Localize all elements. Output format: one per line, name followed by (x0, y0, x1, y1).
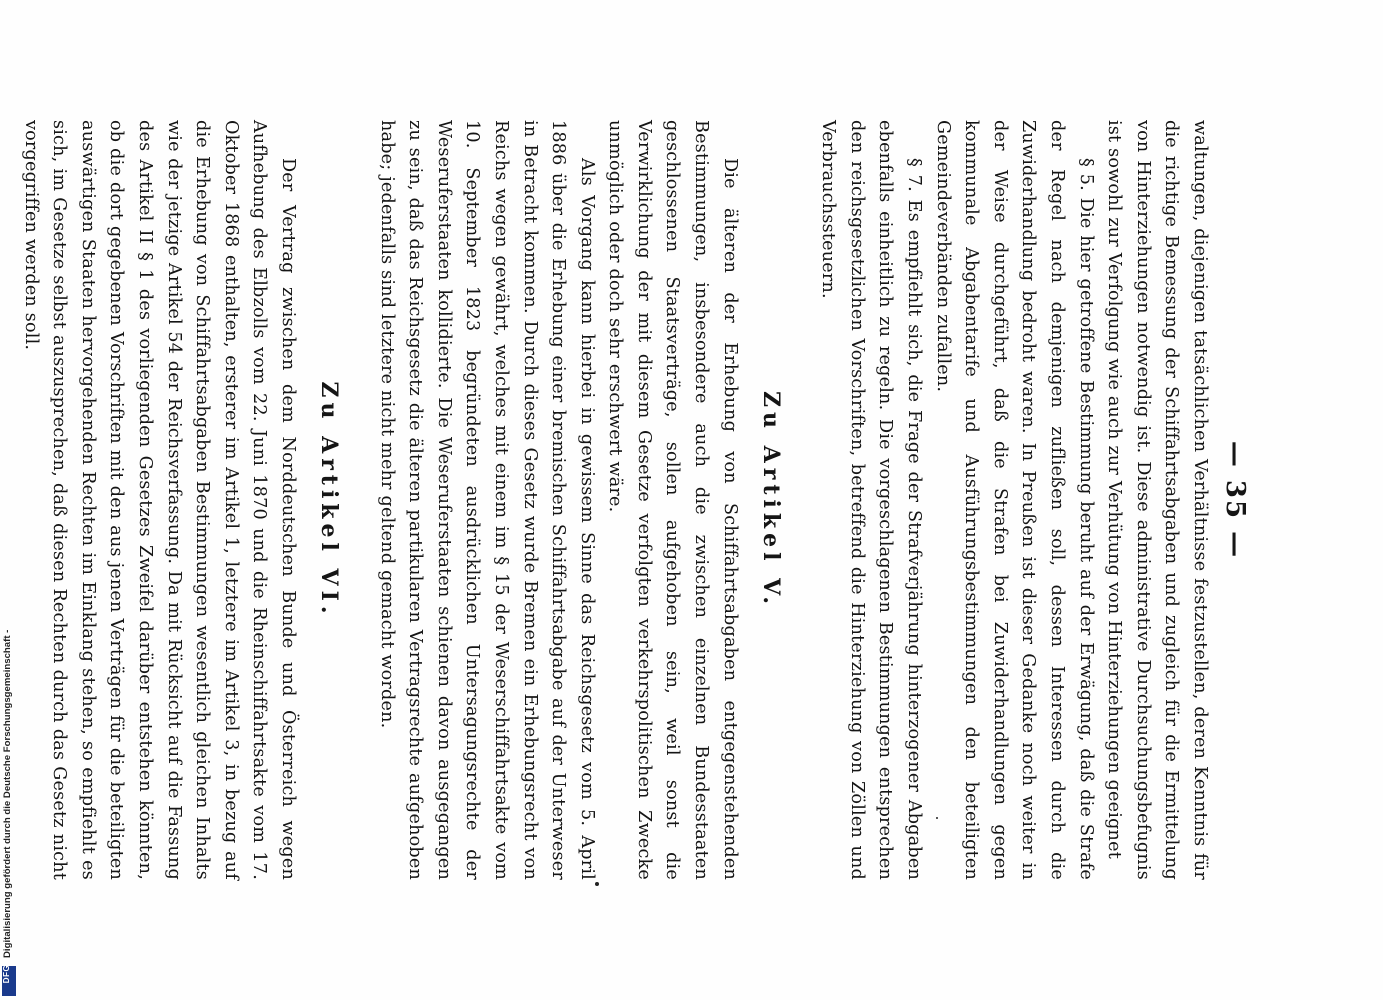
rotated-text-body (20, 120, 1250, 880)
digitization-credit: Digitalisierung gefördert durch die Deutsche Forschungsgemeinschaft - (2, 629, 13, 958)
paragraph-artikel-vi-1: Der Vertrag zwischen dem Norddeutschen Bunde und Österreich wegen Aufhebung des Elbzolls vom 22. Juni 1870 und die Rheinschiffahrtsakte vom 17. Oktober 1868 enthalten, ersterer im Artikel 1, letztere im Artikel 3, in bezug auf die Erhebung von Schiffahrtsabgaben Bestimmungen wesentlich gleichen Inhalts wie der jetzige Artikel 54 der Reichsverfassung. Da mit Rücksicht auf die Fassung des Artikel II § 1 des vorliegenden Gesetzes Zweifel darüber entstehen könnten, ob die dort gegebenen Vorschriften mit den aus jenen Verträgen für die beteiligten auswärtigen Staaten hervorgehenden Rechten im Einklang stehen, so empfiehlt es sich, im Gesetze selbst auszusprechen, daß diesen Rechten durch das Gesetz nicht vorgegriffen werden soll. (20, 120, 298, 880)
paragraph-section-5: § 5. Die hier getroffene Bestimmung beruht auf der Erwägung, daß die Strafe der Regel nach demjenigen zufließen soll, dessen Interessen durch die Zuwiderhandlung bedroht waren. In Preußen ist dieser Gedanke noch weiter in der Weise durchgeführt, daß die Strafen bei Zuwiderhandlungen gegen kommunale Abgabentarife und Ausführungsbestimmungen den beteiligten Gemeindeverbänden zufallen. (932, 120, 1096, 880)
page-number: — 35 — (1220, 440, 1250, 560)
scan-speck (595, 882, 599, 886)
scan-speck (936, 817, 938, 819)
heading-artikel-v: Zu Artikel V. (757, 390, 784, 610)
paragraph-artikel-v-2: Als Vorgang kann hierbei in gewissem Sinne das Reichsgesetz vom 5. April 1886 über die Erhebung einer bremischen Schiffahrtsabgabe auf der Unterweser in Betracht kommen. Durch dieses Gesetz wurde Bremen ein Erhebungsrecht von Reichs wegen gewährt, welches mit einem im § 15 der Weserschiffahrtsakte vom 10. September 1823 begründeten ausdrücklichen Untersagungsrechte der Weseruferstaaten kollidierte. Die Weseruferstaaten schienen davon ausgegangen zu sein, daß das Reichsgesetz die älteren partikularen Vertragsrechte aufgehoben habe; jedenfalls sind letztere nicht mehr geltend gemacht worden. (376, 120, 597, 880)
paragraph-artikel-v-1: Die älteren der Erhebung von Schiffahrtsabgaben entgegenstehenden Bestimmungen, insbesondere auch die zwischen einzelnen Bundesstaaten geschlossenen Staatsverträge, sollen aufgehoben sein, weil sonst die Verwirklichung der mit diesem Gesetze verfolgten verkehrspolitischen Zwecke unmöglich oder doch sehr erschwert wäre. (605, 120, 740, 880)
paragraph-continuation: waltungen, diejenigen tatsächlichen Verhältnisse festzustellen, deren Kenntnis für die richtige Bemessung der Schiffahrtsabgaben und zugleich für die Ermittelung von Hinterziehungen notwendig ist. Diese administrative Durchsuchungsbefugnis ist sowohl zur Verfolgung wie auch zur Verhütung von Hinterziehungen geeignet (1104, 120, 1210, 880)
paragraph-section-7: § 7. Es empfiehlt sich, die Frage der Strafverjährung hinterzogener Abgaben ebenfalls einheitlich zu regeln. Die vorgeschlagenen Bestimmungen entsprechen den reichsgesetzlichen Vorschriften, betreffend die Hinterziehung von Zöllen und Verbrauchssteuern. (818, 120, 925, 880)
heading-artikel-vi: Zu Artikel VI. (315, 381, 342, 619)
dfg-logo: DFG (2, 966, 16, 996)
